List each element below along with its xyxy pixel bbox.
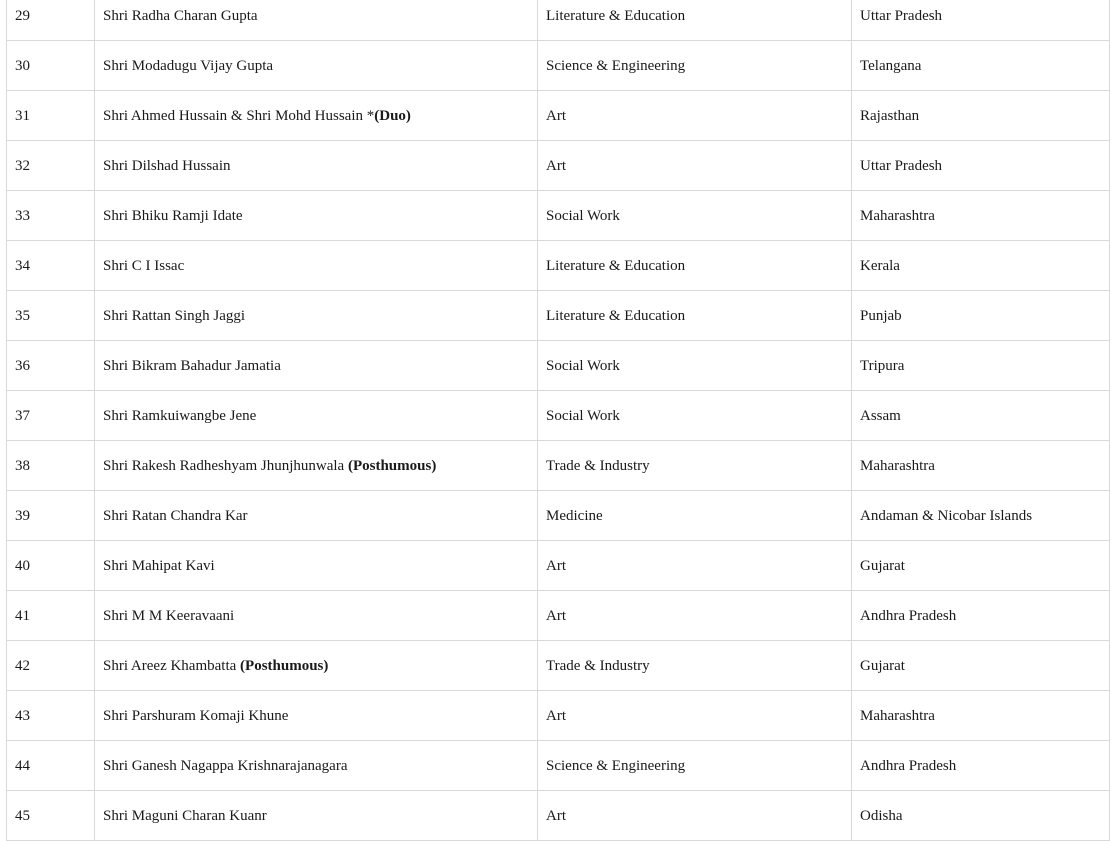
state-cell: Andaman & Nicobar Islands xyxy=(852,491,1110,541)
state-cell: Punjab xyxy=(852,291,1110,341)
table-row xyxy=(7,0,1110,41)
serial-number-cell: 40 xyxy=(7,541,95,591)
awardee-name-cell xyxy=(95,341,538,391)
field-cell: Art xyxy=(538,691,852,741)
state-cell: Kerala xyxy=(852,241,1110,291)
field-cell: Art xyxy=(538,591,852,641)
field-cell: Science & Engineering xyxy=(538,41,852,91)
serial-number-cell: 39 xyxy=(7,491,95,541)
table-row xyxy=(7,291,1110,341)
awardee-name: Shri M M Keeravaani xyxy=(103,607,235,624)
state-cell: Assam xyxy=(852,391,1110,441)
awardee-name-cell xyxy=(95,791,538,841)
awardee-name-cell xyxy=(95,291,538,341)
table-row xyxy=(7,641,1110,691)
awardee-name: Shri Mahipat Kavi xyxy=(103,557,215,574)
awardee-name-cell xyxy=(95,441,538,491)
table-row xyxy=(7,241,1110,291)
serial-number-cell: 29 xyxy=(7,0,95,41)
awardee-name: Shri Rattan Singh Jaggi xyxy=(103,307,246,324)
field-cell: Art xyxy=(538,91,852,141)
awardee-name: Shri Bikram Bahadur Jamatia xyxy=(103,357,281,374)
table-row xyxy=(7,141,1110,191)
state-cell: Maharashtra xyxy=(852,191,1110,241)
awardee-name: Shri Dilshad Hussain xyxy=(103,157,231,174)
awardee-name: Shri Bhiku Ramji Idate xyxy=(103,207,243,224)
table-row xyxy=(7,191,1110,241)
field-cell: Art xyxy=(538,541,852,591)
awardee-note: (Posthumous) xyxy=(347,457,437,474)
state-cell: Odisha xyxy=(852,791,1110,841)
serial-number-cell: 36 xyxy=(7,341,95,391)
serial-number-cell: 37 xyxy=(7,391,95,441)
state-cell: Andhra Pradesh xyxy=(852,741,1110,791)
serial-number-cell: 33 xyxy=(7,191,95,241)
awards-table xyxy=(6,0,1110,841)
awardee-name: Shri Ratan Chandra Kar xyxy=(103,507,248,524)
table-row xyxy=(7,41,1110,91)
table-row xyxy=(7,541,1110,591)
field-cell: Science & Engineering xyxy=(538,741,852,791)
awardee-name: Shri Radha Charan Gupta xyxy=(103,7,258,24)
serial-number-cell: 30 xyxy=(7,41,95,91)
table-row xyxy=(7,341,1110,391)
field-cell: Literature & Education xyxy=(538,0,852,41)
table-row xyxy=(7,391,1110,441)
serial-number-cell: 35 xyxy=(7,291,95,341)
field-cell: Social Work xyxy=(538,341,852,391)
serial-number-cell: 32 xyxy=(7,141,95,191)
state-cell: Gujarat xyxy=(852,641,1110,691)
field-cell: Trade & Industry xyxy=(538,641,852,691)
table-row xyxy=(7,791,1110,841)
awardee-name: Shri C I Issac xyxy=(103,257,185,274)
awards-table-body xyxy=(7,0,1110,841)
awardee-name-cell xyxy=(95,91,538,141)
table-row xyxy=(7,491,1110,541)
table-row xyxy=(7,91,1110,141)
field-cell: Literature & Education xyxy=(538,241,852,291)
awardee-name-cell xyxy=(95,141,538,191)
table-row xyxy=(7,441,1110,491)
awardee-name-cell xyxy=(95,741,538,791)
awardee-name-cell xyxy=(95,241,538,291)
state-cell: Maharashtra xyxy=(852,691,1110,741)
serial-number-cell: 42 xyxy=(7,641,95,691)
awardee-name-cell xyxy=(95,41,538,91)
serial-number-cell: 44 xyxy=(7,741,95,791)
state-cell: Rajasthan xyxy=(852,91,1110,141)
awardee-note: (Duo) xyxy=(374,107,411,124)
awardee-name: Shri Ganesh Nagappa Krishnarajanagara xyxy=(103,757,348,774)
serial-number-cell: 31 xyxy=(7,91,95,141)
state-cell: Uttar Pradesh xyxy=(852,141,1110,191)
table-row xyxy=(7,591,1110,641)
awardee-name: Shri Ahmed Hussain & Shri Mohd Hussain * xyxy=(103,107,375,124)
awardee-name-cell xyxy=(95,691,538,741)
serial-number-cell: 38 xyxy=(7,441,95,491)
field-cell: Medicine xyxy=(538,491,852,541)
awardee-note: (Posthumous) xyxy=(240,657,329,674)
serial-number-cell: 45 xyxy=(7,791,95,841)
state-cell: Gujarat xyxy=(852,541,1110,591)
field-cell: Trade & Industry xyxy=(538,441,852,491)
awardee-name-cell xyxy=(95,591,538,641)
state-cell: Uttar Pradesh xyxy=(852,0,1110,41)
state-cell: Telangana xyxy=(852,41,1110,91)
awardee-name-cell xyxy=(95,541,538,591)
awardee-name: Shri Maguni Charan Kuanr xyxy=(103,807,267,824)
field-cell: Art xyxy=(538,141,852,191)
field-cell: Social Work xyxy=(538,391,852,441)
field-cell: Literature & Education xyxy=(538,291,852,341)
serial-number-cell: 41 xyxy=(7,591,95,641)
table-row xyxy=(7,741,1110,791)
awardee-name: Shri Ramkuiwangbe Jene xyxy=(103,407,257,424)
state-cell: Andhra Pradesh xyxy=(852,591,1110,641)
awardee-name-cell xyxy=(95,491,538,541)
serial-number-cell: 43 xyxy=(7,691,95,741)
awardee-name: Shri Parshuram Komaji Khune xyxy=(103,707,289,724)
awardee-name-cell xyxy=(95,191,538,241)
table-row xyxy=(7,691,1110,741)
awardee-name-cell xyxy=(95,641,538,691)
field-cell: Social Work xyxy=(538,191,852,241)
awardee-name-cell xyxy=(95,0,538,41)
serial-number-cell: 34 xyxy=(7,241,95,291)
awardee-name: Shri Rakesh Radheshyam Jhunjhunwala xyxy=(103,457,348,474)
awardee-name-cell xyxy=(95,391,538,441)
field-cell: Art xyxy=(538,791,852,841)
state-cell: Tripura xyxy=(852,341,1110,391)
state-cell: Maharashtra xyxy=(852,441,1110,491)
awardee-name: Shri Areez Khambatta xyxy=(103,657,241,674)
awardee-name: Shri Modadugu Vijay Gupta xyxy=(103,57,274,74)
